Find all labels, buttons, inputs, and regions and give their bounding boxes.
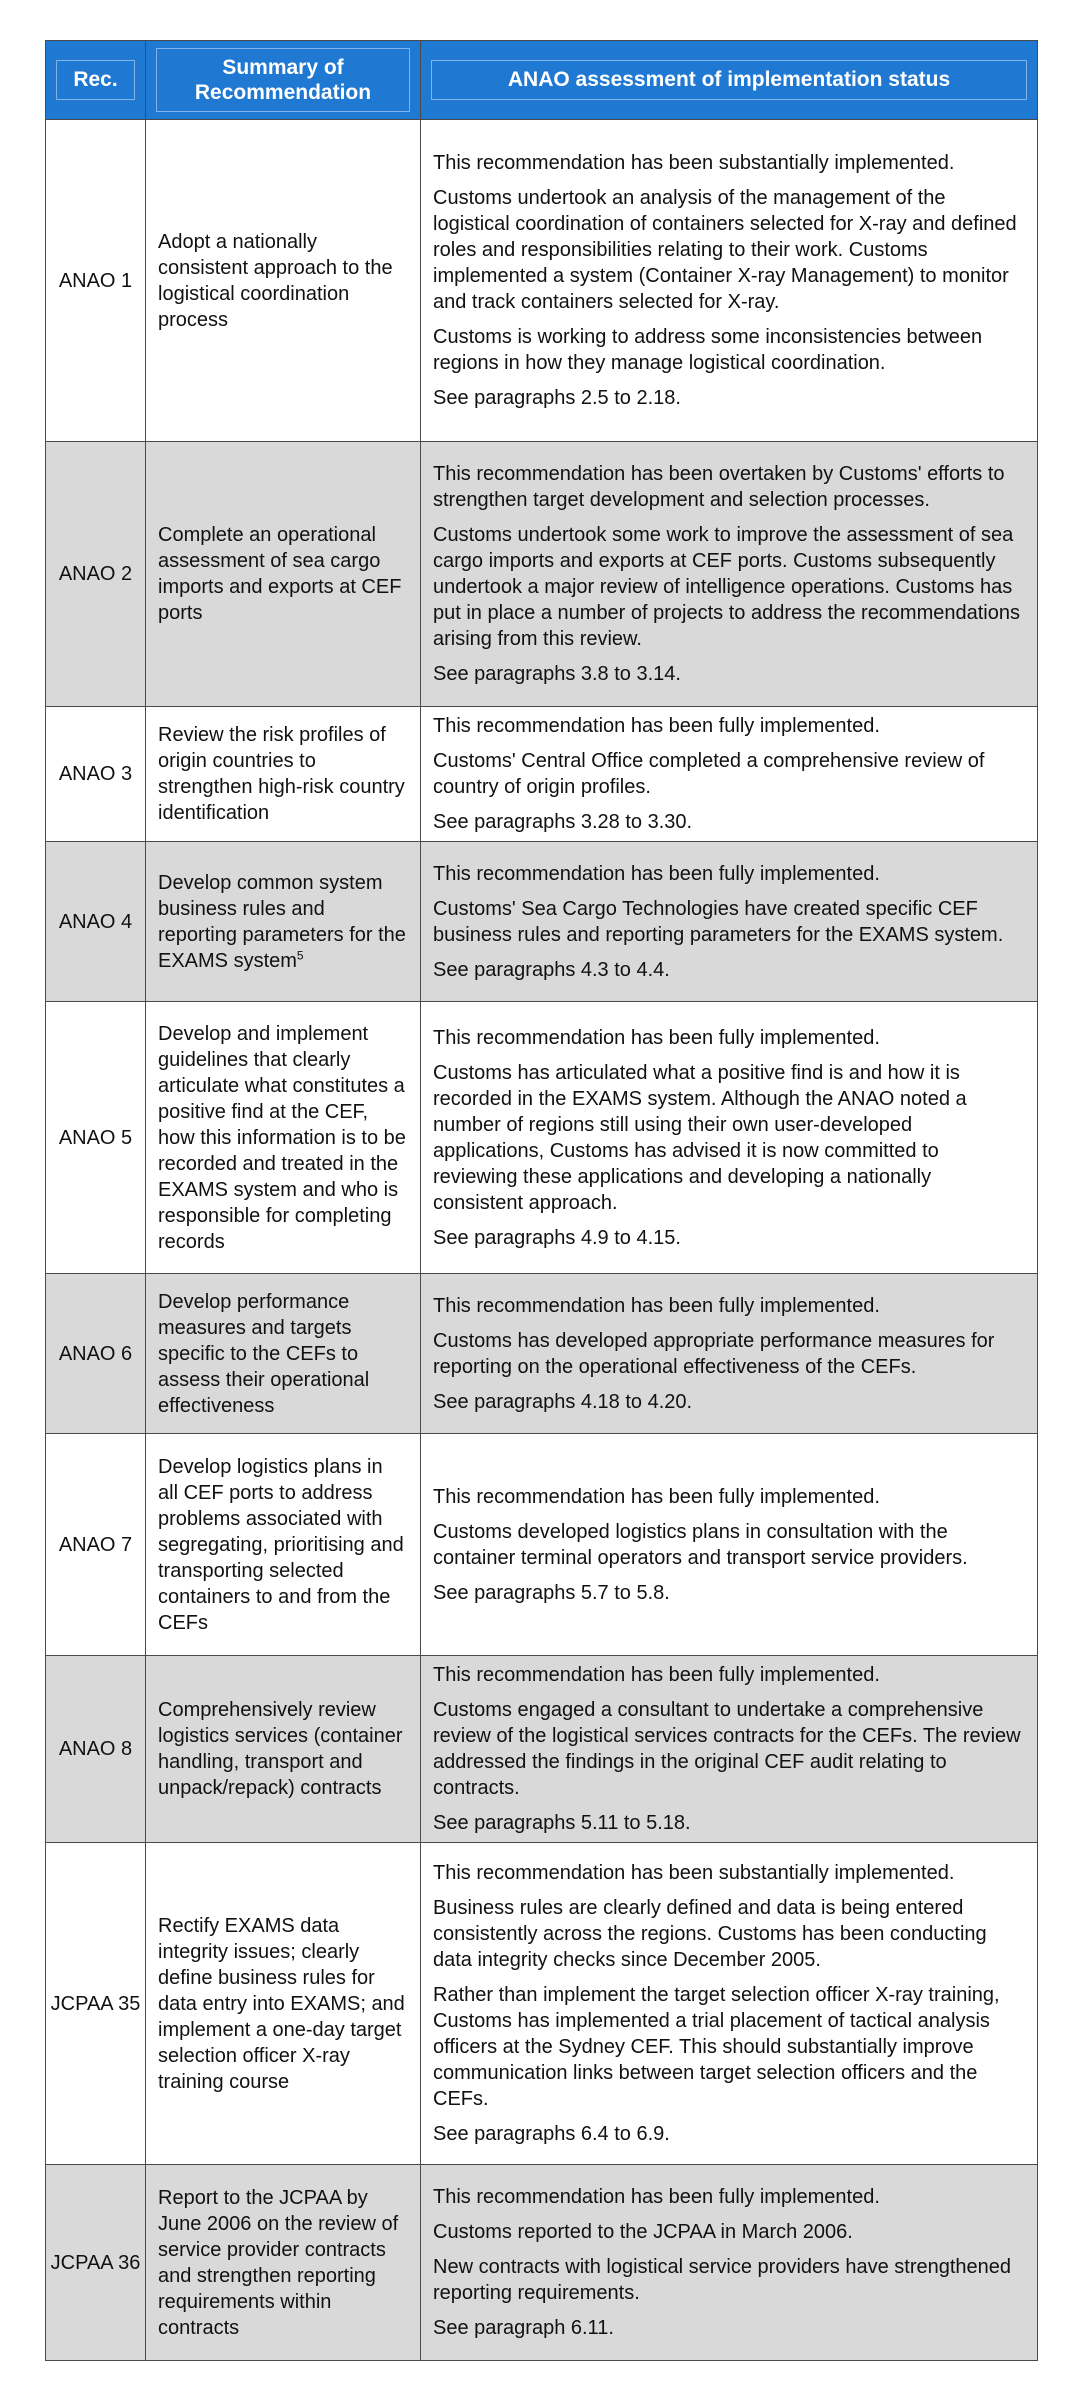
assessment-cell [421, 1274, 1038, 1434]
header-summary [146, 41, 421, 120]
recommendation-summary [146, 120, 421, 442]
assessment-paragraph: Customs has developed appropriate performance measures for reporting on the operational effectiveness of the CEFs. [433, 1329, 995, 1378]
summary-text: Complete an operational assessment of sea cargo imports and exports at CEF ports [158, 524, 402, 624]
assessment-paragraph: This recommendation has been fully implemented. [433, 715, 880, 737]
rec-id: ANAO 2 [46, 442, 146, 707]
assessment-paragraph: Customs' Sea Cargo Technologies have created specific CEF business rules and reporting parameters for the EXAMS system. [433, 897, 1004, 946]
table-row [46, 1274, 1038, 1434]
footnote-ref: 5 [296, 947, 304, 962]
rec-id: ANAO 6 [46, 1274, 146, 1434]
summary-text: Develop and implement guidelines that clearly articulate what constitutes a positive find at the CEF, how this information is to be recorded and treated in the EXAMS system and who is responsible for completing records [158, 1022, 406, 1253]
header-assessment-label: ANAO assessment of implementation status [431, 60, 1027, 99]
summary-text: Develop logistics plans in all CEF ports to address problems associated with segregating, prioritising and transporting selected containers to and from the CEFs [158, 1455, 404, 1634]
assessment-paragraph: This recommendation has been substantially implemented. [433, 152, 955, 174]
rec-id: JCPAA 36 [46, 2165, 146, 2361]
assessment-paragraph: This recommendation has been fully implemented. [433, 1294, 880, 1317]
recommendation-summary [146, 707, 421, 842]
header-rec-label: Rec. [56, 60, 135, 99]
assessment-paragraph: Customs undertook an analysis of the management of the logistical coordination of containers selected for X-ray and defined roles and responsibilities relating to their work. Customs implemented a system (Container X-ray Management) to monitor and track containers selected for X-ray. [433, 187, 1017, 313]
summary-text: Develop common system business rules and reporting parameters for the EXAMS system [158, 871, 406, 972]
assessment-cell [421, 120, 1038, 442]
assessment-paragraph: This recommendation has been overtaken by Customs' efforts to strengthen target development and selection processes. [433, 463, 1005, 511]
rec-id: ANAO 4 [46, 842, 146, 1002]
rec-id: ANAO 3 [46, 707, 146, 842]
table-body [46, 120, 1038, 2361]
recommendation-summary [146, 1843, 421, 2165]
assessment-cell [421, 442, 1038, 707]
assessment-cell [421, 1002, 1038, 1274]
table-row [46, 1843, 1038, 2165]
assessment-paragraph: Customs has articulated what a positive find is and how it is recorded in the EXAMS system. Although the ANAO noted a number of regions still using their own user-developed applications, Customs has advised it is now committed to reviewing these applications and developing a nationally consistent approach. [433, 1061, 967, 1214]
assessment-cell [421, 707, 1038, 842]
assessment-paragraph: See paragraph 6.11. [433, 2317, 614, 2339]
assessment-paragraph: Customs is working to address some inconsistencies between regions in how they manage logistical coordination. [433, 326, 983, 374]
table-row [46, 442, 1038, 707]
summary-text: Rectify EXAMS data integrity issues; clearly define business rules for data entry into EXAMS; and implement a one-day target selection officer X-ray training course [158, 1914, 405, 2093]
rec-id: ANAO 8 [46, 1656, 146, 1843]
table-row [46, 1656, 1038, 1843]
rec-id: ANAO 1 [46, 120, 146, 442]
assessment-paragraph: Business rules are clearly defined and data is being entered consistently across the regions. Customs has been conducting data integrity checks since December 2005. [433, 1897, 987, 1971]
assessment-paragraph: Customs developed logistics plans in consultation with the container terminal operators and transport service providers. [433, 1520, 968, 1569]
summary-text: Comprehensively review logistics services (container handling, transport and unpack/repack) contracts [158, 1699, 403, 1799]
assessment-paragraph: This recommendation has been fully implemented. [433, 1485, 880, 1508]
summary-text: Develop performance measures and targets specific to the CEFs to assess their operational effectiveness [158, 1290, 370, 1417]
assessment-paragraph: See paragraphs 2.5 to 2.18. [433, 387, 681, 409]
rec-id: ANAO 7 [46, 1434, 146, 1656]
assessment-cell [421, 1434, 1038, 1656]
table-row [46, 120, 1038, 442]
header-assessment [421, 41, 1038, 120]
summary-text: Report to the JCPAA by June 2006 on the review of service provider contracts and strengthen reporting requirements within contracts [158, 2186, 399, 2339]
table-row [46, 707, 1038, 842]
assessment-paragraph: See paragraphs 4.9 to 4.15. [433, 1226, 681, 1249]
header-summary-label: Summary of Recommendation [156, 48, 410, 112]
rec-id: JCPAA 35 [46, 1843, 146, 2165]
recommendation-summary [146, 442, 421, 707]
assessment-paragraph: See paragraphs 3.8 to 3.14. [433, 663, 681, 685]
assessment-paragraph: Customs' Central Office completed a comprehensive review of country of origin profiles. [433, 750, 985, 798]
table-row [46, 1434, 1038, 1656]
recommendation-summary [146, 2165, 421, 2361]
assessment-paragraph: This recommendation has been substantially implemented. [433, 1862, 955, 1884]
recommendation-summary [146, 842, 421, 1002]
assessment-paragraph: Customs reported to the JCPAA in March 2006. [433, 2221, 853, 2243]
assessment-paragraph: New contracts with logistical service providers have strengthened reporting requirements. [433, 2256, 1012, 2304]
recommendation-summary [146, 1656, 421, 1843]
assessment-cell [421, 2165, 1038, 2361]
assessment-paragraph: See paragraphs 4.3 to 4.4. [433, 958, 670, 981]
assessment-paragraph: See paragraphs 5.7 to 5.8. [433, 1581, 670, 1604]
recommendation-summary [146, 1002, 421, 1274]
assessment-paragraph: Customs engaged a consultant to undertake a comprehensive review of the logistical services contracts for the CEFs. The review addressed the findings in the original CEF audit relating to contracts. [433, 1699, 1021, 1799]
recommendations-table [45, 40, 1038, 2361]
recommendation-summary [146, 1274, 421, 1434]
table-row [46, 842, 1038, 1002]
assessment-paragraph: See paragraphs 4.18 to 4.20. [433, 1390, 693, 1413]
assessment-paragraph: This recommendation has been fully implemented. [433, 1026, 880, 1049]
assessment-paragraph: Rather than implement the target selection officer X-ray training, Customs has implemented a trial placement of tactical analysis officers at the Sydney CEF. This should substantially improve communication links between target selection officers and the CEFs. [433, 1984, 1000, 2110]
assessment-paragraph: This recommendation has been fully implemented. [433, 862, 880, 885]
table-header [46, 41, 1038, 120]
assessment-paragraph: Customs undertook some work to improve the assessment of sea cargo imports and exports at CEF ports. Customs subsequently undertook a major review of intelligence operations. Customs has put in place a number of projects to address the recommendations arising from this review. [433, 524, 1020, 650]
assessment-paragraph: This recommendation has been fully implemented. [433, 1664, 880, 1686]
assessment-paragraph: This recommendation has been fully implemented. [433, 2186, 880, 2208]
summary-text: Adopt a nationally consistent approach to the logistical coordination process [158, 230, 393, 331]
assessment-paragraph: See paragraphs 3.28 to 3.30. [433, 811, 693, 833]
header-rec [46, 41, 146, 120]
recommendation-summary [146, 1434, 421, 1656]
table-row [46, 1002, 1038, 1274]
assessment-cell [421, 1656, 1038, 1843]
table-row [46, 2165, 1038, 2361]
assessment-cell [421, 842, 1038, 1002]
rec-id: ANAO 5 [46, 1002, 146, 1274]
assessment-paragraph: See paragraphs 6.4 to 6.9. [433, 2123, 670, 2145]
assessment-paragraph: See paragraphs 5.11 to 5.18. [433, 1812, 691, 1834]
assessment-cell [421, 1843, 1038, 2165]
summary-text: Review the risk profiles of origin countries to strengthen high-risk country identification [158, 724, 405, 824]
